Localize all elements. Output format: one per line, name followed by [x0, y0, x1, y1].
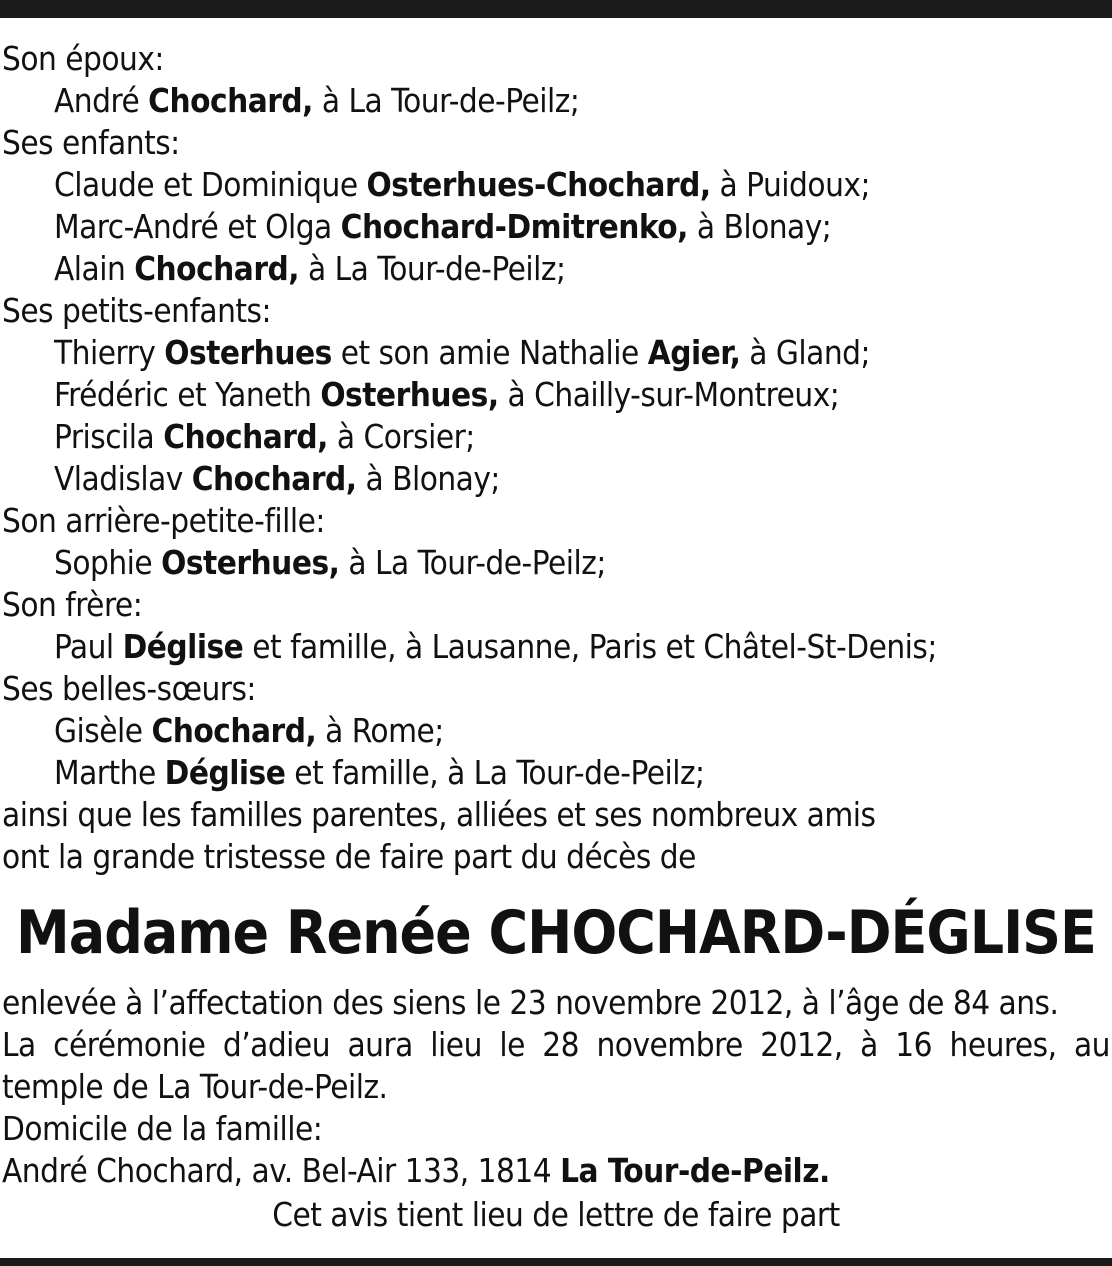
- top-rule: [0, 0, 1112, 18]
- family-member: André Chochard, à La Tour-de-Peilz;: [54, 81, 580, 120]
- group-heading: Son époux:: [2, 39, 164, 78]
- family-member: Frédéric et Yaneth Osterhues, à Chailly-sur-Montreux;: [54, 375, 840, 414]
- deceased-name: Madame Renée CHOCHARD-DÉGLISE: [16, 898, 1096, 968]
- group-heading: Son arrière-petite-fille:: [2, 501, 325, 540]
- group-heading: Son frère:: [2, 585, 143, 624]
- family-member: Alain Chochard, à La Tour-de-Peilz;: [54, 249, 566, 288]
- family-address: André Chochard, av. Bel-Air 133, 1814 La Tour-de-Peilz.: [2, 1151, 830, 1190]
- bottom-rule: [0, 1258, 1112, 1266]
- family-member: Vladislav Chochard, à Blonay;: [54, 459, 500, 498]
- family-member: Thierry Osterhues et son amie Nathalie Agier, à Gland;: [54, 333, 871, 372]
- family-member: Marc-André et Olga Chochard-Dmitrenko, à Blonay;: [54, 207, 832, 246]
- group-heading: Ses petits-enfants:: [2, 291, 272, 330]
- closing-line: ont la grande tristesse de faire part du décès de: [2, 837, 696, 876]
- family-member: Gisèle Chochard, à Rome;: [54, 711, 444, 750]
- group-heading: Ses enfants:: [2, 123, 180, 162]
- family-member: Marthe Déglise et famille, à La Tour-de-Peilz;: [54, 753, 705, 792]
- ceremony-location: temple de La Tour-de-Peilz.: [2, 1067, 388, 1106]
- family-member: Paul Déglise et famille, à Lausanne, Paris et Châtel-St-Denis;: [54, 627, 937, 666]
- family-member: Priscila Chochard, à Corsier;: [54, 417, 475, 456]
- group-heading: Ses belles-sœurs:: [2, 669, 256, 708]
- domicile-heading: Domicile de la famille:: [2, 1109, 323, 1148]
- ceremony-details: La cérémonie d’adieu aura lieu le 28 novembre 2012, à 16 heures, au: [2, 1025, 1110, 1064]
- family-member: Sophie Osterhues, à La Tour-de-Peilz;: [54, 543, 606, 582]
- obituary-notice: [2, 38, 1110, 1236]
- footer-note: Cet avis tient lieu de lettre de faire part: [272, 1195, 840, 1234]
- death-details: enlevée à l’affectation des siens le 23 novembre 2012, à l’âge de 84 ans.: [2, 983, 1059, 1022]
- closing-line: ainsi que les familles parentes, alliées et ses nombreux amis: [2, 795, 876, 834]
- family-member: Claude et Dominique Osterhues-Chochard, à Puidoux;: [54, 165, 870, 204]
